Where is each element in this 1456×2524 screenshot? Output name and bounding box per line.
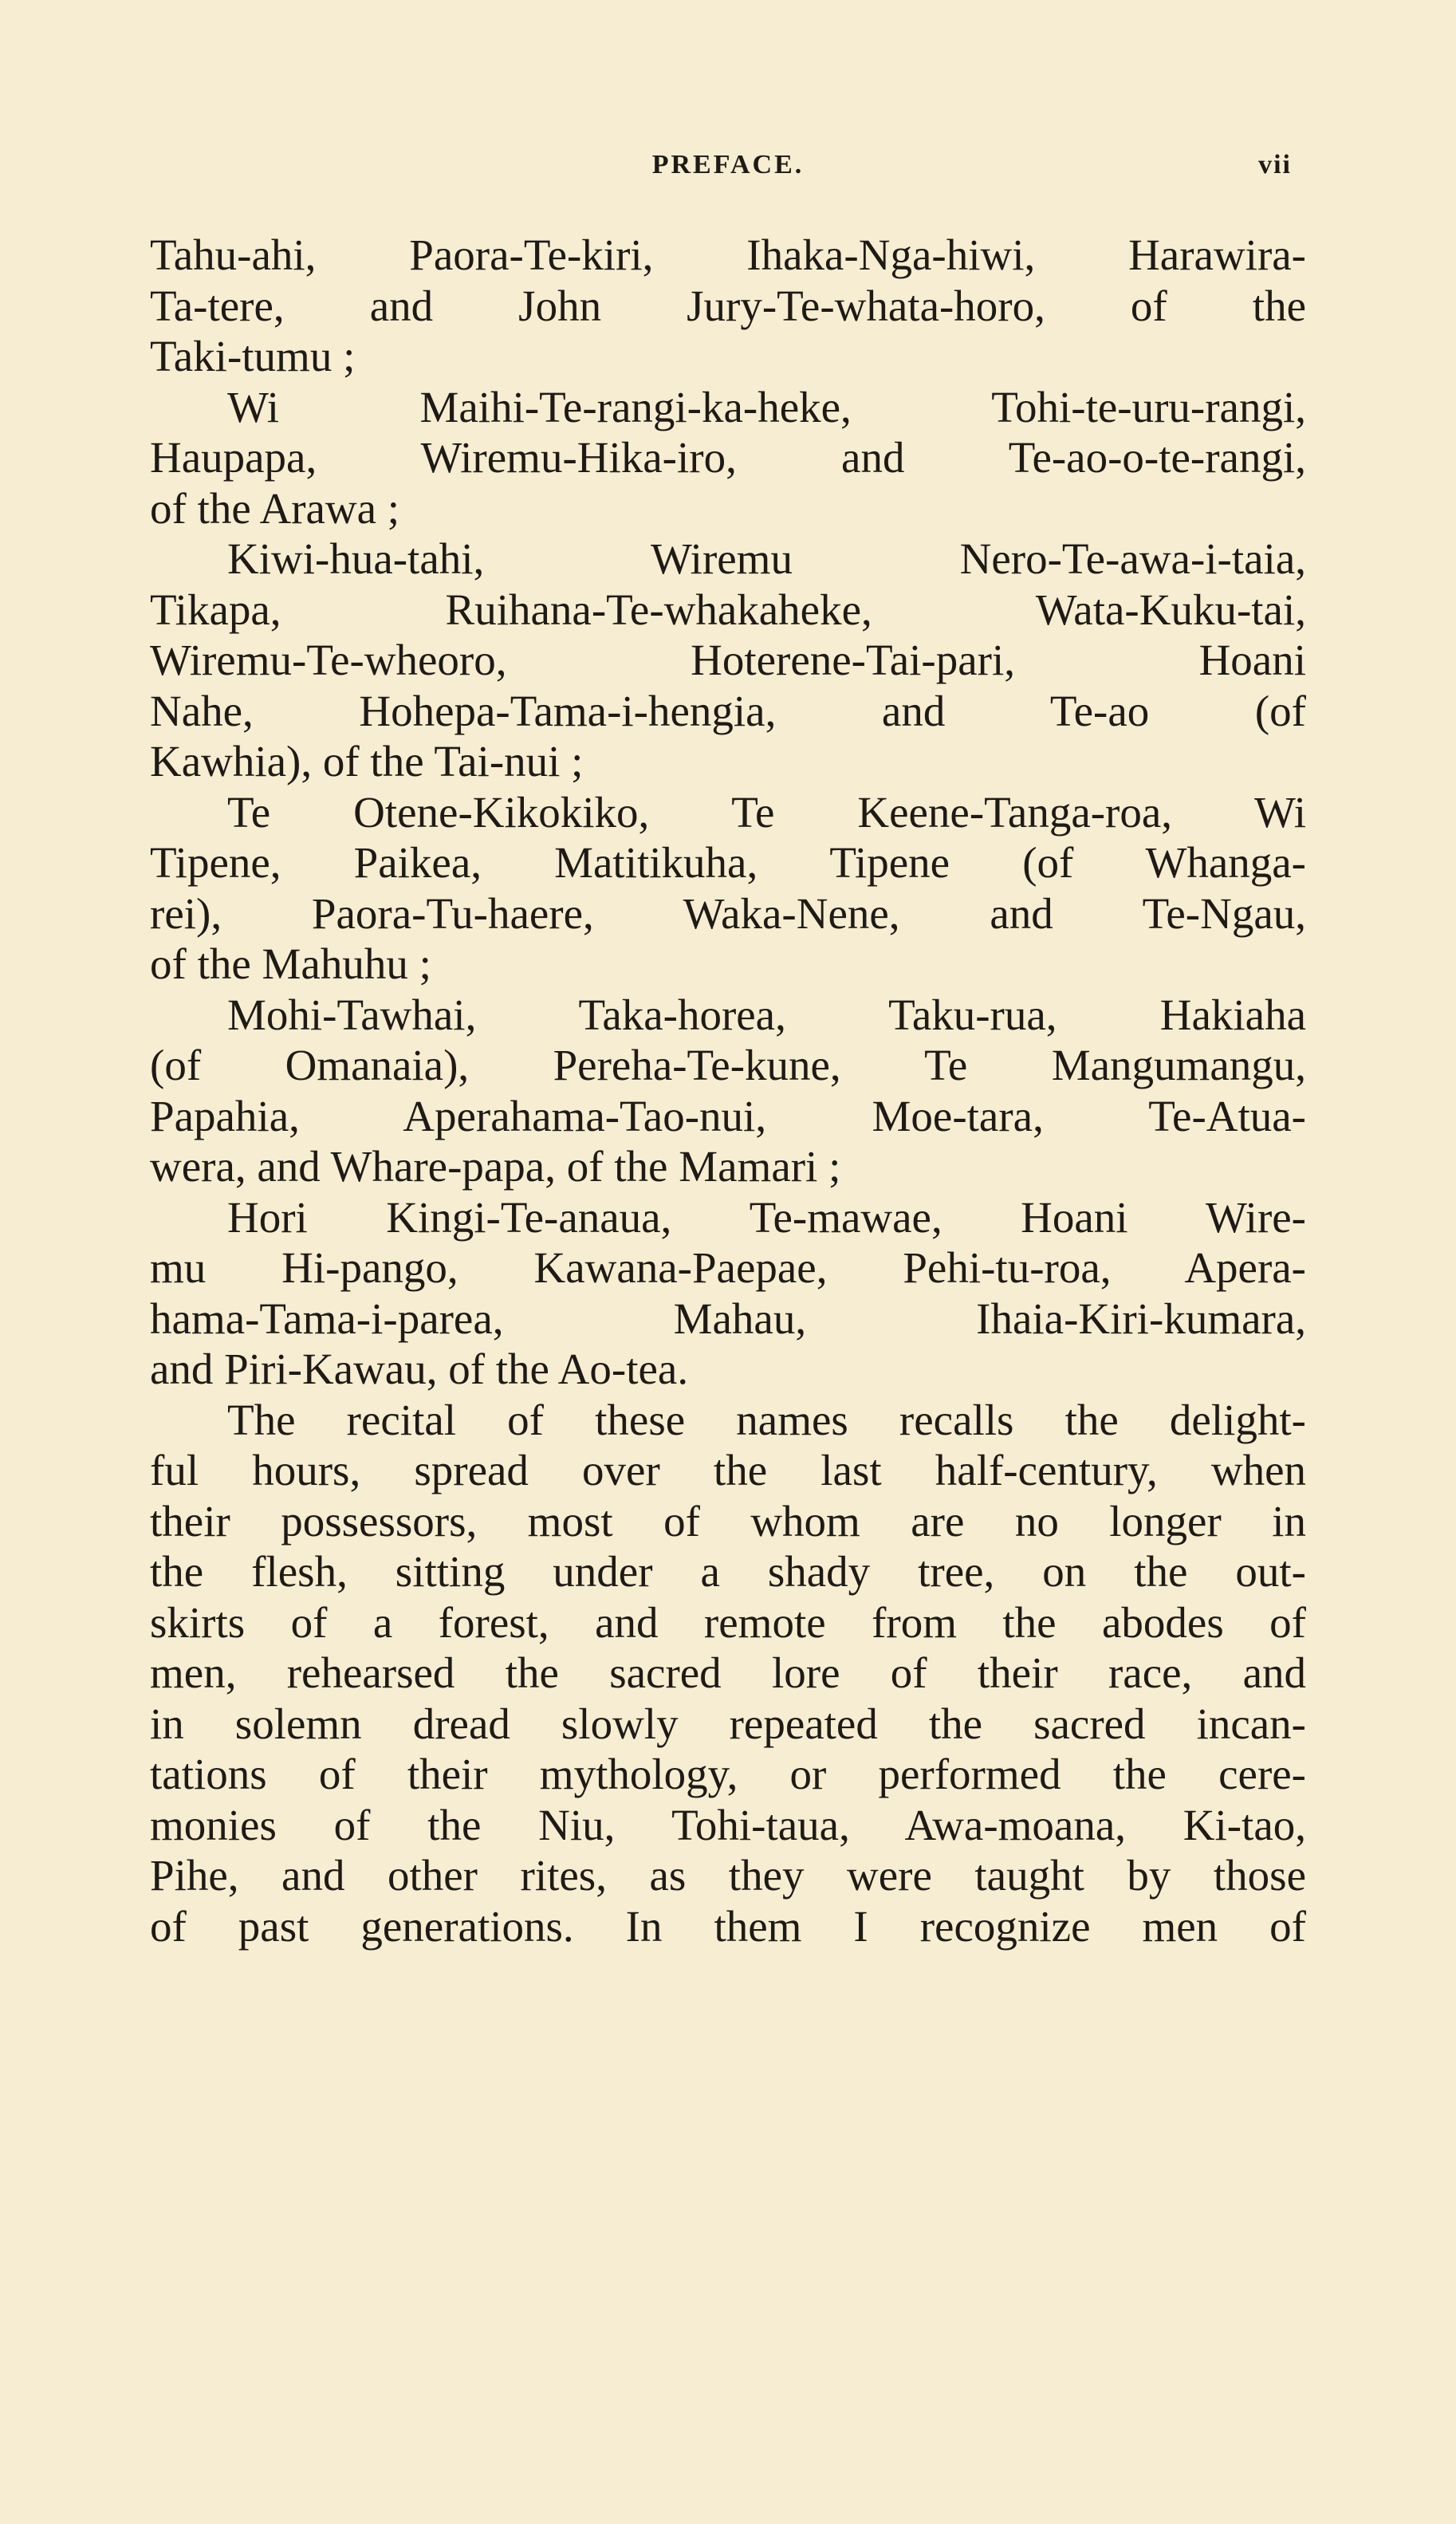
text-line: skirts of a forest, and remote from the abodes of [150, 1597, 1306, 1647]
text-line: Tikapa, Ruihana-Te-whakaheke, Wata-Kuku-tai, [150, 585, 1306, 634]
text-line: Kiwi-hua-tahi, Wiremu Nero-Te-awa-i-taia, [227, 534, 1306, 583]
text-line: tations of their mythology, or performed the cere- [150, 1750, 1306, 1798]
text-line: Ta-tere, and John Jury-Te-whata-horo, of the [150, 281, 1306, 330]
text-line: mu Hi-pango, Kawana-Paepae, Pehi-tu-roa, Apera- [150, 1243, 1306, 1292]
text-line: Hori Kingi-Te-anaua, Te-mawae, Hoani Wire- [227, 1192, 1306, 1242]
text-line: in solemn dread slowly repeated the sacred incan- [150, 1699, 1306, 1748]
text-line: and Piri-Kawau, of the Ao-tea. [150, 1345, 689, 1393]
text-line: Pihe, and other rites, as they were taught by those [150, 1851, 1306, 1900]
text-line: Te Otene-Kikokiko, Te Keene-Tanga-roa, Wi [227, 787, 1306, 837]
text-line: hama-Tama-i-parea, Mahau, Ihaia-Kiri-kumara, [150, 1294, 1306, 1343]
text-line: their possessors, most of whom are no longer in [150, 1496, 1306, 1546]
body-text [150, 230, 1306, 1951]
text-line: of the Arawa ; [150, 483, 400, 533]
text-line: monies of the Niu, Tohi-taua, Awa-moana, Ki-tao, [150, 1800, 1306, 1849]
text-line: Wi Maihi-Te-rangi-ka-heke, Tohi-te-uru-rangi, [227, 382, 1306, 431]
text-line: ful hours, spread over the last half-century, when [150, 1446, 1306, 1494]
page-number: vii [1258, 150, 1292, 179]
text-line: Tahu-ahi, Paora-Te-kiri, Ihaka-Nga-hiwi, Harawira- [150, 230, 1306, 279]
text-line: Nahe, Hohepa-Tama-i-hengia, and Te-ao (of [150, 686, 1306, 735]
text-line: rei), Paora-Tu-haere, Waka-Nene, and Te-Ngau, [150, 888, 1306, 938]
text-line: of past generations. In them I recognize men of [150, 1901, 1306, 1951]
text-line: Tipene, Paikea, Matitikuha, Tipene (of Whanga- [150, 838, 1306, 887]
text-line: wera, and Whare-papa, of the Mamari ; [150, 1142, 841, 1191]
text-line: Kawhia), of the Tai-nui ; [150, 737, 584, 786]
text-line: Mohi-Tawhai, Taka-horea, Taku-rua, Hakiaha [227, 990, 1306, 1039]
running-head [150, 150, 1306, 198]
running-title: PREFACE. [651, 150, 805, 179]
text-line: the flesh, sitting under a shady tree, on the out- [150, 1547, 1306, 1596]
text-line: men, rehearsed the sacred lore of their race, and [150, 1648, 1306, 1697]
text-line: Wiremu-Te-wheoro, Hoterene-Tai-pari, Hoani [150, 636, 1306, 684]
text-line: Papahia, Aperahama-Tao-nui, Moe-tara, Te-Atua- [150, 1091, 1306, 1140]
text-line: The recital of these names recalls the delight- [227, 1395, 1306, 1444]
text-line: Taki-tumu ; [150, 332, 356, 380]
text-line: of the Mahuhu ; [150, 939, 431, 988]
text-line: (of Omanaia), Pereha-Te-kune, Te Mangumangu, [150, 1041, 1306, 1089]
text-line: Haupapa, Wiremu-Hika-iro, and Te-ao-o-te-rangi, [150, 433, 1306, 482]
